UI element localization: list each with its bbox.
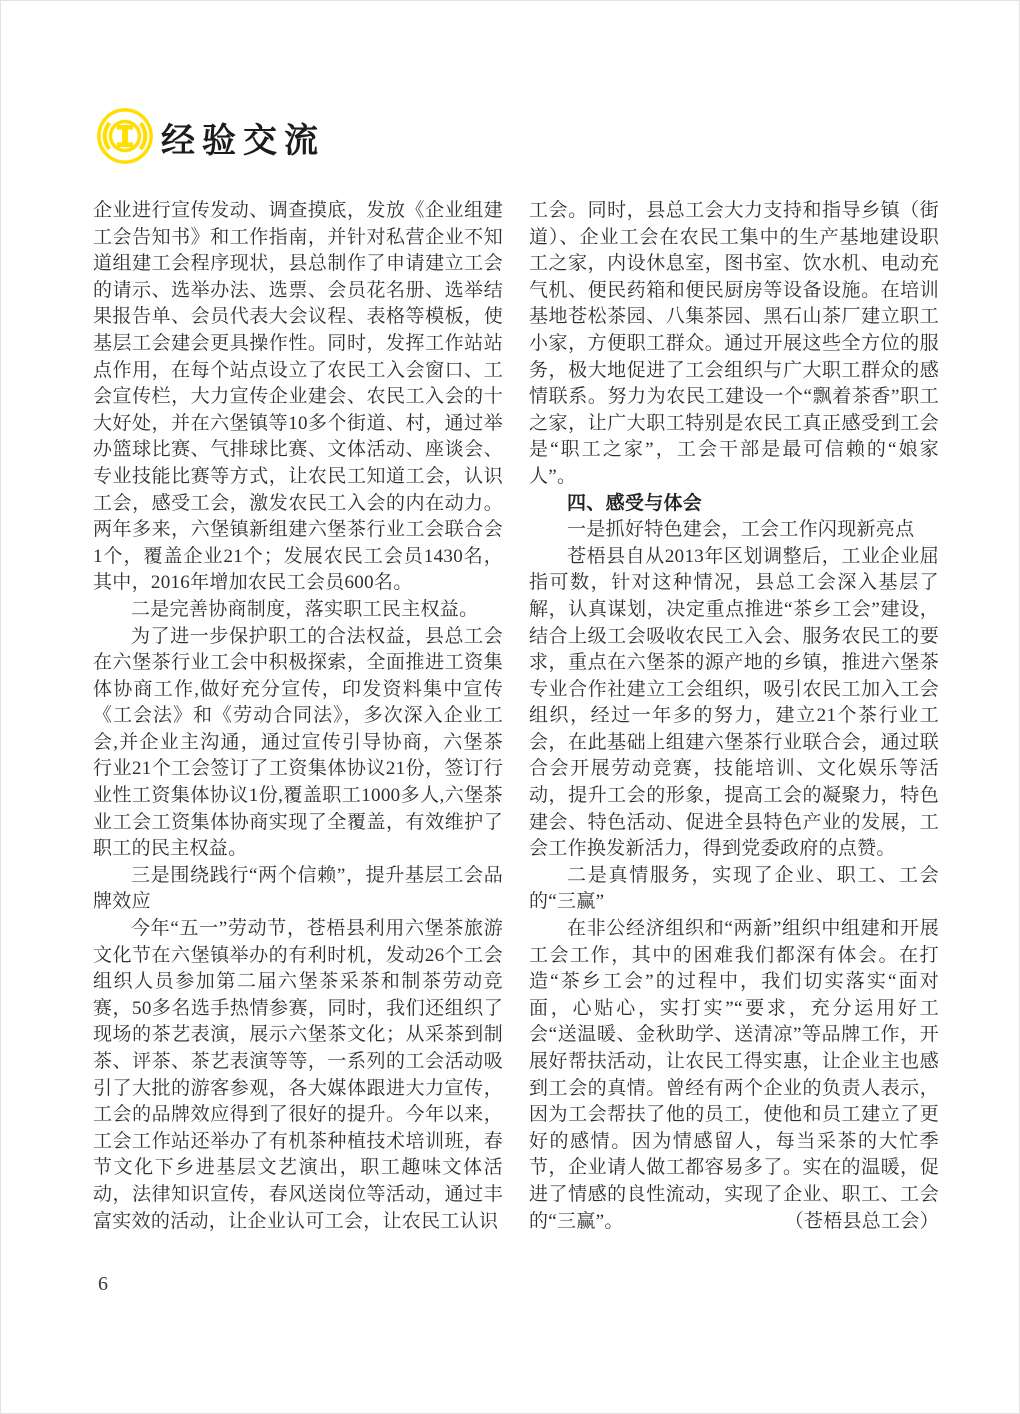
paragraph-text: 在非公经济组织和“两新”组织中组建和开展工会工作，其中的困难我们都深有体会。在打造“茶乡工会”的过程中，我们切实落实“面对面，心贴心，实打实”“要求，充分运用好工会“送温暖、金秋助学、送清凉”等品牌工作，开展好帮扶活动，让农民工得实惠，让企业主也感到工会的真情。曾经有两个企业的负责人表示，因为工会帮扶了他的员工，使他和员工建立了更好的感情。因为情感留人，每当采茶的大忙季节，企业请人做工都容易多了。实在的温暖，促进了情感的良性流动，实现了企业、职工、工会的“三赢”。 <box>529 918 939 1232</box>
paragraph: 今年“五一”劳动节，苍梧县利用六堡茶旅游文化节在六堡镇举办的有利时机，发动26个工会组织人员参加第二届六堡茶采茶和制茶劳动竞赛，50多名选手热情参赛，同时，我们还组织了现场的茶艺表演，展示六堡茶文化；从采茶到制茶、评茶、茶艺表演等等，一系列的工会活动吸引了大批的游客参观，各大媒体跟进大力宣传，工会的品牌效应得到了很好的提升。今年以来，工会工作站还举办了有机茶种植技术培训班，春节文化下乡进基层文艺演出，职工趣味文体活动，法律知识宣传，春风送岗位等活动，通过丰富实效的活动，让企业认可工会，让农民工认识 <box>93 918 503 1232</box>
article-body <box>93 198 939 1235</box>
attribution: （苍梧县总工会） <box>784 1210 939 1232</box>
paragraph: 苍梧县自从2013年区划调整后，工业企业屈指可数，针对这种情况，县总工会深入基层了解，认真谋划，决定重点推进“茶乡工会”建设，结合上级工会吸收农民工入会、服务农民工的要求，重点在六堡茶的源产地的乡镇，推进六堡茶专业合作社建立工会组织，吸引农民工加入工会组织，经过一年多的努力，建立21个茶行业工会，在此基础上组建六堡茶行业联合会，通过联合会开展劳动竞赛，技能培训、文化娱乐等活动，提升工会的形象，提高工会的凝聚力，特色建会、特色活动、促进全县特色产业的发展，工会工作换发新活力，得到党委政府的点赞。 <box>529 545 939 860</box>
paragraph: 二是完善协商制度，落实职工民主权益。 <box>131 598 479 620</box>
paragraph: 三是围绕践行“两个信赖”，提升基层工会品牌效应 <box>93 864 503 913</box>
section-heading: 四、感受与体会 <box>567 492 703 514</box>
right-column <box>529 198 939 1235</box>
trade-union-emblem-icon <box>96 107 154 165</box>
paragraph: 二是真情服务，实现了企业、职工、工会的“三赢” <box>529 864 939 913</box>
page-section-title: 经验交流 <box>161 122 325 160</box>
paragraph: 为了进一步保护职工的合法权益，县总工会在六堡茶行业工会中积极探索，全面推进工资集体协商工作,做好充分宣传，印发资料集中宣传《工会法》和《劳动合同法》，多次深入企业工会,并企业主沟通，通过宣传引导协商，六堡茶行业21个工会签订了工资集体协议21份，签订行业性工资集体协议1份,覆盖职工1000多人,六堡茶业工会工资集体协商实现了全覆盖，有效维护了职工的民主权益。 <box>93 625 503 860</box>
paragraph: 一是抓好特色建会，工会工作闪现新亮点 <box>567 519 915 541</box>
paragraph <box>529 916 939 1235</box>
left-column <box>93 198 503 1235</box>
paragraph: 工会。同时，县总工会大力支持和指导乡镇（街道）、企业工会在农民工集中的生产基地建设职工之家，内设休息室，图书室、饮水机、电动充气机、便民药箱和便民厨房等设备设施。在培训基地苍松茶园、八集茶园、黑石山茶厂建立职工小家，方便职工群众。通过开展这些全方位的服务，极大地促进了工会组织与广大职工群众的感情联系。努力为农民工建设一个“飘着茶香”职工之家，让广大职工特别是农民工真正感受到工会是“职工之家”，工会干部是最可信赖的“娘家人”。 <box>529 200 939 487</box>
paragraph: 企业进行宣传发动、调查摸底，发放《企业组建工会告知书》和工作指南，并针对私营企业不知道组建工会程序现状，县总制作了申请建立工会的请示、选举办法、选票、会员花名册、选举结果报告单、会员代表大会议程、表格等模板，使基层工会建会更具操作性。同时，发挥工作站站点作用，在每个站点设立了农民工入会窗口、工会宣传栏，大力宣传企业建会、农民工入会的十大好处，并在六堡镇等10多个街道、村，通过举办篮球比赛、气排球比赛、文体活动、座谈会、专业技能比赛等方式，让农民工知道工会，认识工会，感受工会，激发农民工入会的内在动力。两年多来，六堡镇新组建六堡茶行业工会联合会1个，覆盖企业21个；发展农民工会员1430名，其中，2016年增加农民工会员600名。 <box>93 200 503 594</box>
page-number: 6 <box>98 1273 108 1295</box>
